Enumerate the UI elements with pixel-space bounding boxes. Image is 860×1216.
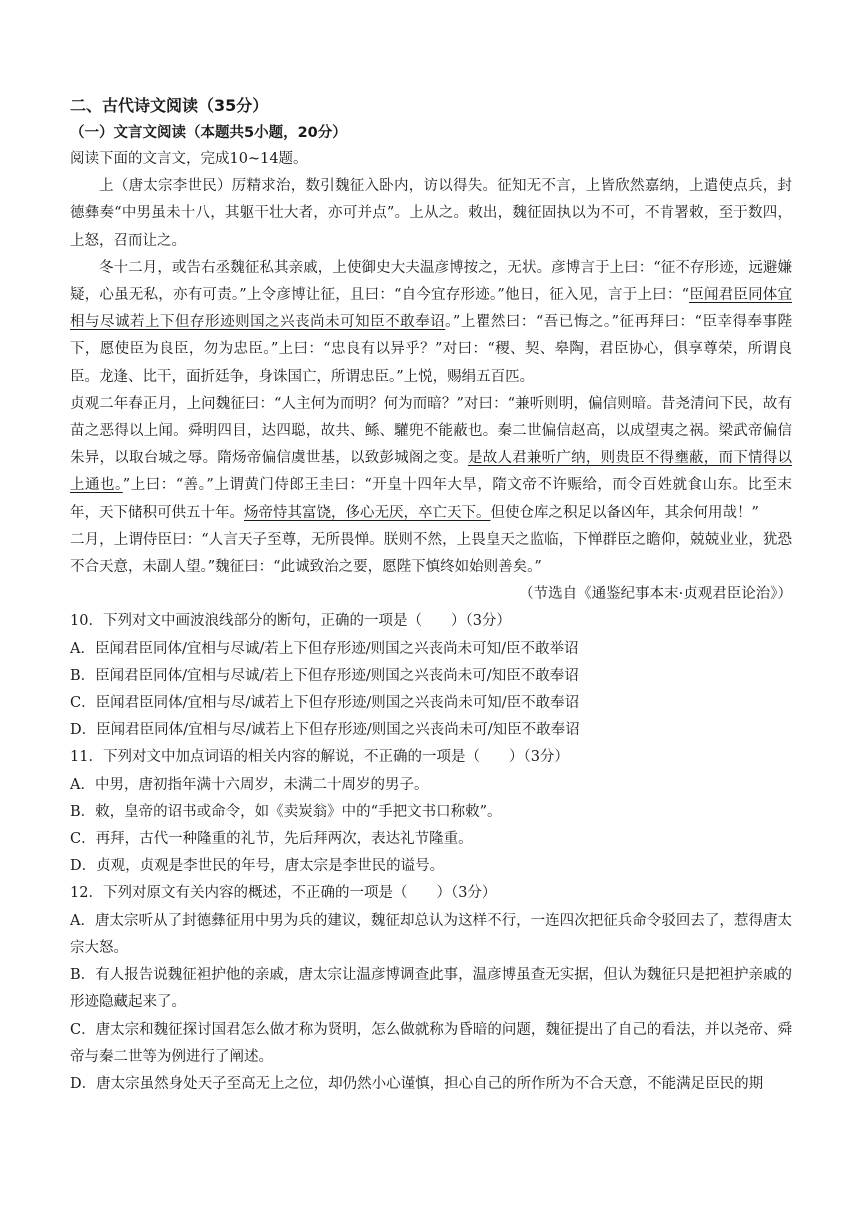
option-b[interactable]: B．臣闻君臣同体/宜相与尽诚/若上下但存形迹/则国之兴丧尚未可/知臣不敢奉诏: [70, 667, 579, 684]
question-12: [70, 880, 792, 1098]
option-b[interactable]: B．有人报告说魏征袒护他的亲戚，唐太宗让温彦博调查此事，温彦博虽查无实据，但认为魏征只是把袒护亲戚的形迹隐藏起来了。: [70, 967, 792, 1011]
underlined-sentence-2: 炀帝恃其富饶，侈心无厌，卒亡天下。: [244, 504, 491, 521]
option-a[interactable]: A．中男，唐初指年满十六周岁，未满二十周岁的男子。: [70, 776, 429, 793]
option-b[interactable]: B．敕，皇帝的诏书或命令，如《卖炭翁》中的“手把文书口称敕”。: [70, 803, 502, 820]
option-a[interactable]: A．臣闻君臣同体/宜相与尽诚/若上下但存形迹/则国之兴丧尚未可知/臣不敢举诏: [70, 640, 579, 657]
passage-text: 贞观二年春正月，上问魏征曰：“人主何为而明？何为而暗？”对曰：“兼听则明，偏信则暗。昔尧清问下民，故有苗之恶得以上闻。舜明四目，达四聪，故共、鲧、驩兜不能蔽也。秦二世偏信赵高，以成望夷之祸。梁武帝偏信朱异，以取台城之辱。隋炀帝偏信虞世基，以致彭城阁之变。: [70, 395, 792, 467]
underlined-sentence-1: 是故人君兼听广纳，则贵臣不得壅蔽，而下情得以上通也。: [70, 450, 792, 494]
option-c[interactable]: C．唐太宗和魏征探讨国君怎么做才称为贤明，怎么做就称为昏暗的问题，魏征提出了自己的看法，并以尧帝、舜帝与秦二世等为例进行了阐述。: [70, 1021, 792, 1065]
option-d[interactable]: D．贞观，贞观是李世民的年号，唐太宗是李世民的谥号。: [70, 858, 445, 875]
passage-text: 。”上瞿然曰：“吾已悔之。”征再拜曰：“臣幸得奉事陛下，愿使臣为良臣，勿为忠臣。”上曰：“忠良有以异乎？”对曰：“稷、契、皋陶，君臣协心，俱享尊荣，所谓良臣。龙逢、比干，面折廷争，身诛国亡，所谓忠臣。”上悦，赐绢五百匹。: [70, 314, 792, 385]
option-c[interactable]: C．臣闻君臣同体/宜相与尽/诚若上下但存形迹/则国之兴丧尚未可知/臣不敢奉诏: [70, 695, 580, 712]
subsection-title: （一）文言文阅读（本题共5小题，20分）: [70, 125, 347, 141]
passage-text: 冬十二月，或告右丞魏征私其亲戚，上使御史大夫温彦博按之，无状。彦博言于上曰：“征不存形迹，远避嫌疑，心虽无私，亦有可责。”上令彦博让征，且曰：“自今宜存形迹。”他日，征入见，言于上曰：“: [70, 259, 792, 304]
passage-source: （节选自《通鉴纪事本末·贞观君臣论治》）: [519, 586, 792, 603]
passage: [70, 173, 792, 608]
section-title: 二、古代诗文阅读（35分）: [70, 96, 269, 115]
passage-text: 但使仓库之积足以备凶年，其余何用哉！”: [490, 504, 759, 521]
question-11: [70, 744, 792, 880]
option-d[interactable]: D．唐太宗虽然身处天子至高无上之位，却仍然小心谨慎，担心自己的所作所为不合天意，不能满足臣民的期: [70, 1075, 764, 1092]
question-stem: 11．下列对文中加点词语的相关内容的解说，不正确的一项是（ ）（3分）: [70, 749, 569, 766]
passage-paragraph-1: 上（唐太宗李世民）厉精求治，数引魏征入卧内，访以得失。征知无不言，上皆欣然嘉纳，上遣使点兵，封德彝奏“中男虽未十八，其躯干壮大者，亦可并点”。上从之。敕出，魏征固执以为不可，不肯署敕，至于数四，上怒，召而让之。: [70, 178, 792, 249]
question-stem: 12．下列对原文有关内容的概述，不正确的一项是（ ）（3分）: [70, 885, 497, 902]
wavy-underlined-text: 臣闻君臣同体宜相与尽诚若上下但存形迹则国之兴丧尚未可知臣不敢奉诏: [70, 287, 793, 331]
question-stem: 10．下列对文中画波浪线部分的断句，正确的一项是（ ）（3分）: [70, 613, 511, 630]
passage-paragraph-4: 二月，上谓侍臣曰：“人言天子至尊，无所畏惮。朕则不然，上畏皇天之监临，下惮群臣之瞻仰，兢兢业业，犹恐不合天意，未副人望。”魏征曰：“此诚致治之要，愿陛下慎终如始则善矣。”: [70, 531, 792, 576]
question-10: [70, 608, 792, 744]
option-c[interactable]: C．再拜，古代一种隆重的礼节，先后拜两次，表达礼节隆重。: [70, 831, 473, 848]
option-d[interactable]: D．臣闻君臣同体/宜相与尽/诚若上下但存形迹/则国之兴丧尚未可/知臣不敢奉诏: [70, 722, 580, 739]
passage-paragraph-2: [70, 255, 792, 391]
option-a[interactable]: A．唐太宗听从了封德彝征用中男为兵的建议，魏征却总认为这样不行，一连四次把征兵命令驳回去了，惹得唐太宗大怒。: [70, 912, 792, 956]
exam-page: [70, 92, 792, 1098]
instruction: 阅读下面的文言文，完成10~14题。: [70, 151, 308, 167]
passage-text: ”上曰：“善。”上谓黄门侍郎王圭曰：“开皇十四年大旱，隋文帝不许赈给，而令百姓就食山东。比至末年，天下储积可供五十年。: [70, 477, 792, 521]
passage-paragraph-3: [70, 391, 792, 527]
